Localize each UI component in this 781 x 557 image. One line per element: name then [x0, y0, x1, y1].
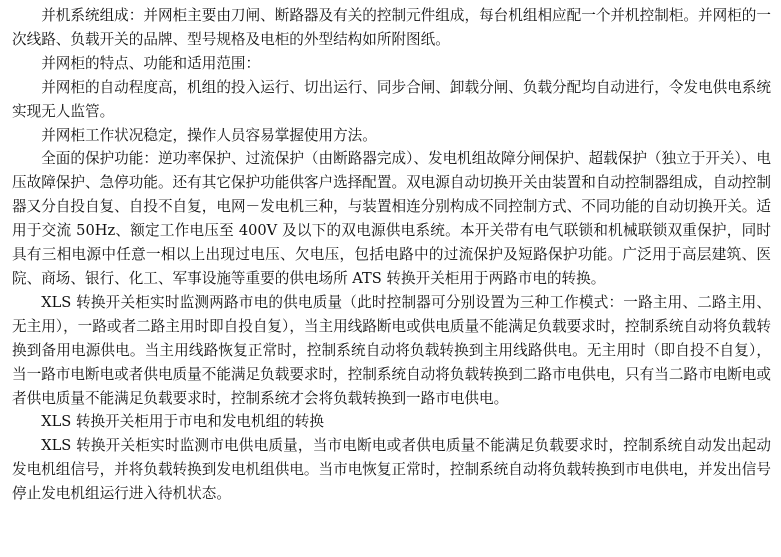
paragraph-stability: 并网柜工作状况稳定，操作人员容易掌握使用方法。 [41, 126, 377, 144]
paragraph-system-composition: 并机系统组成：并网柜主要由刀闸、断路器及有关的控制元件组成，每台机组相应配一个并机控制柜。并网柜的一次线路、负载开关的品牌、型号规格及电柜的外型结构如所附图纸。 [12, 7, 771, 48]
paragraph-protection: 全面的保护功能：逆功率保护、过流保护（由断路器完成）、发电机组故障分闸保护、超载保护（独立于开关）、电压故障保护、急停功能。还有其它保护功能供客户选择配置。双电源自动切换开关由装置和自动控制器组成，自动控制器又分自投自复、自投不自复，电网－发电机三种，与装置相连分别构成不同控制方式、不同功能的自动切换开关。适用于交流 50Hz、额定工作电压至 400V 及以下的双电源供电系统。本开关带有电气联锁和机械联锁双重保护，同时具有三相电源中任意一相以上出现过电压、欠电压，包括电路中的过流保护及短路保护功能。广泛用于高层建筑、医院、商场、银行、化工、军事设施等重要的供电场所 ATS 转换开关柜用于两路市电的转换。 [12, 150, 771, 287]
paragraph-automation: 并网柜的自动程度高，机组的投入运行、切出运行、同步合闸、卸载分闸、负载分配均自动进行，令发电供电系统实现无人监管。 [12, 78, 771, 120]
paragraph-generator-heading: XLS 转换开关柜用于市电和发电机组的转换 [41, 413, 324, 431]
paragraph-generator-switching: XLS 转换开关柜实时监测市电供电质量，当市电断电或者供电质量不能满足负载要求时，控制系统自动发出起动发电机组信号，并将负载转换到发电机组供电。当市电恢复正常时，控制系统自动将负载转换到市电供电，并发出信号停止发电机组运行进入待机状态。 [12, 437, 771, 503]
paragraph-dual-mains: XLS 转换开关柜实时监测两路市电的供电质量（此时控制器可分别设置为三种工作模式：一路主用、二路主用、无主用），一路或者二路主用时即自投自复），当主用线路断电或供电质量不能满足负载要求时，控制系统自动将负载转换到备用电源供电。当主用线路恢复正常时，控制系统自动将负载转换到主用线路供电。无主用时（即自投不自复），当一路市电断电或者供电质量不能满足负载要求时，控制系统自动将负载转换到二路市电供电，只有当二路市电断电或者供电质量不能满足负载要求时，控制系统才会将负载转换到一路市电供电。 [12, 293, 771, 407]
paragraph-features-heading: 并网柜的特点、功能和适用范围： [41, 54, 261, 72]
document-body [0, 4, 781, 506]
